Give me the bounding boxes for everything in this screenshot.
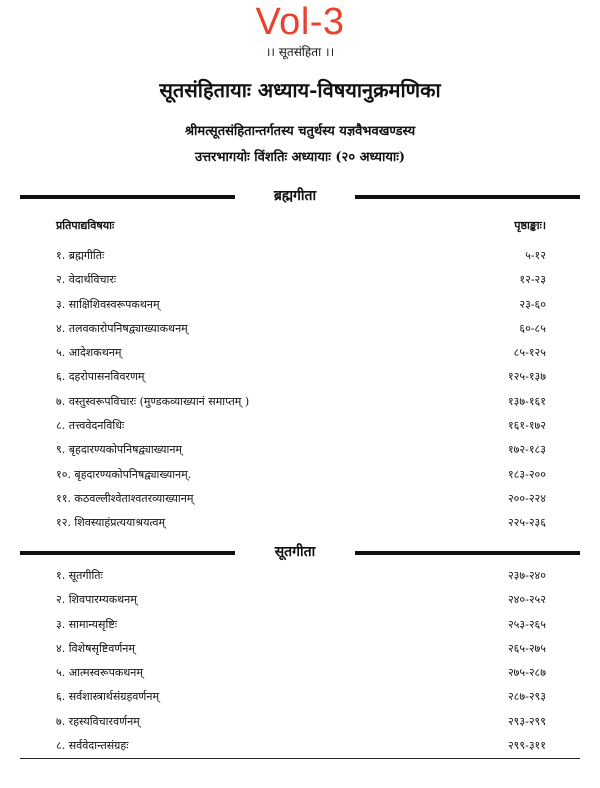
- section-bar-left: [20, 195, 235, 199]
- bottom-rule: [20, 758, 580, 759]
- toc-title: ५. आत्मस्वरूपकथनम्: [56, 666, 143, 680]
- subtitle-line-2: उत्तरभागयोः विंशतिः अध्यायाः (२० अध्यायाः): [194, 150, 406, 165]
- toc-title: २. शिवपारम्यकथनम्: [56, 593, 137, 607]
- column-header-page: पृष्ठाङ्काः।: [514, 219, 546, 232]
- section-bar-left: [20, 551, 235, 555]
- toc-pages: २५३-२६५: [507, 617, 546, 631]
- toc-pages: २९९-३११: [507, 739, 546, 753]
- toc-title: ६. दहरोपासनविवरणम्: [56, 370, 145, 384]
- section-header-brahmagita: [20, 186, 580, 206]
- section-title: सूतगीता: [274, 544, 316, 560]
- toc-pages: २८७-२९३: [507, 690, 546, 704]
- toc-row: [56, 564, 546, 588]
- toc-row: [56, 588, 546, 612]
- toc-pages: ८५-१२५: [513, 346, 546, 360]
- toc-title: ३. साक्षिशिवस्वरूपकथनम्: [56, 297, 160, 311]
- running-title: ।। सूतसंहिता ।।: [265, 45, 335, 59]
- toc-row: [56, 244, 546, 268]
- toc-title: ६. सर्वशास्त्रार्थसंग्रहवर्णनम्: [56, 690, 160, 704]
- toc-title: २. वेदार्थविचारः: [56, 273, 117, 287]
- page-title: सूतसंहितायाः अध्याय-विषयानुक्रमणिका: [159, 78, 441, 102]
- toc-pages: २३७-२४०: [507, 569, 546, 582]
- toc-pages: १८३-२००: [507, 467, 546, 481]
- toc-title: ४. तलवकारोपनिषद्व्याख्याकथनम्: [56, 321, 188, 335]
- toc-row: [56, 293, 546, 317]
- toc-pages: १७२-१८३: [507, 443, 546, 457]
- toc-row: [56, 341, 546, 365]
- toc-title: ९. बृहदारण्यकोपनिषद्व्याख्यानम्: [56, 443, 183, 457]
- toc-row: [56, 661, 546, 685]
- toc-row: [56, 685, 546, 709]
- toc-title: १०. बृहदारण्यकोपनिषद्व्याख्यानम्.: [56, 467, 192, 481]
- toc-pages: २६५-२७५: [507, 641, 546, 655]
- toc-row: [56, 390, 546, 414]
- toc-title: ५. आदेशकथनम्: [56, 346, 122, 360]
- column-headers: [56, 218, 546, 236]
- toc-list-brahmagita: [56, 244, 546, 536]
- toc-row: [56, 365, 546, 389]
- toc-row: [56, 463, 546, 487]
- section-bar-right: [355, 551, 580, 555]
- toc-pages: १३७-१६१: [507, 394, 546, 408]
- section-title: ब्रह्मगीता: [273, 188, 317, 204]
- toc-pages: २४०-२५२: [507, 593, 546, 607]
- toc-pages: २००-२२४: [507, 491, 546, 505]
- volume-label: Vol-3: [255, 1, 345, 43]
- toc-pages: ५-१२: [525, 249, 546, 262]
- toc-row: [56, 511, 546, 535]
- toc-pages: २७५-२८७: [507, 666, 546, 680]
- toc-title: ११. कठवल्लीश्वेताश्वतरव्याख्यानम्: [56, 491, 194, 505]
- toc-pages: २३-६०: [519, 297, 546, 311]
- section-bar-right: [355, 195, 580, 199]
- toc-pages: २२५-२३६: [507, 516, 546, 530]
- toc-row: [56, 710, 546, 734]
- section-header-sutagita: [20, 542, 580, 562]
- toc-pages: २९३-२९९: [507, 714, 546, 728]
- toc-title: ७. वस्तुस्वरूपविचारः (मुण्डकव्याख्यानं समाप्तम् ): [56, 394, 250, 408]
- toc-pages: ६०-८५: [519, 321, 546, 335]
- toc-title: ७. रहस्यविचारवर्णनम्: [56, 714, 140, 728]
- toc-title: ४. विशेषसृष्टिवर्णनम्: [56, 641, 135, 655]
- toc-pages: १२-२३: [519, 273, 546, 287]
- toc-title: १२. शिवस्याहंप्रत्ययाश्रयत्वम्: [56, 516, 166, 530]
- toc-row: [56, 734, 546, 758]
- toc-title: ३. सामान्यसृष्टिः: [56, 617, 117, 631]
- toc-title: ८. तत्त्ववेदनविधिः: [56, 419, 125, 433]
- toc-row: [56, 414, 546, 438]
- toc-row: [56, 613, 546, 637]
- toc-row: [56, 487, 546, 511]
- toc-pages: १२५-१३७: [507, 370, 546, 384]
- subtitle-line-1: श्रीमत्सूतसंहितान्तर्गतस्य चतुर्थस्य यज्ञवैभवखण्डस्य: [184, 124, 416, 139]
- toc-title: ८. सर्ववेदान्तसंग्रहः: [56, 739, 129, 753]
- toc-title: १. सूतगीतिः: [56, 569, 103, 582]
- toc-row: [56, 637, 546, 661]
- toc-list-sutagita: [56, 564, 546, 758]
- toc-pages: १६१-१७२: [507, 419, 546, 433]
- toc-row: [56, 268, 546, 292]
- toc-row: [56, 438, 546, 462]
- toc-row: [56, 317, 546, 341]
- toc-title: १. ब्रह्मगीतिः: [56, 249, 105, 262]
- column-header-subject: प्रतिपाद्यविषयाः: [56, 219, 115, 232]
